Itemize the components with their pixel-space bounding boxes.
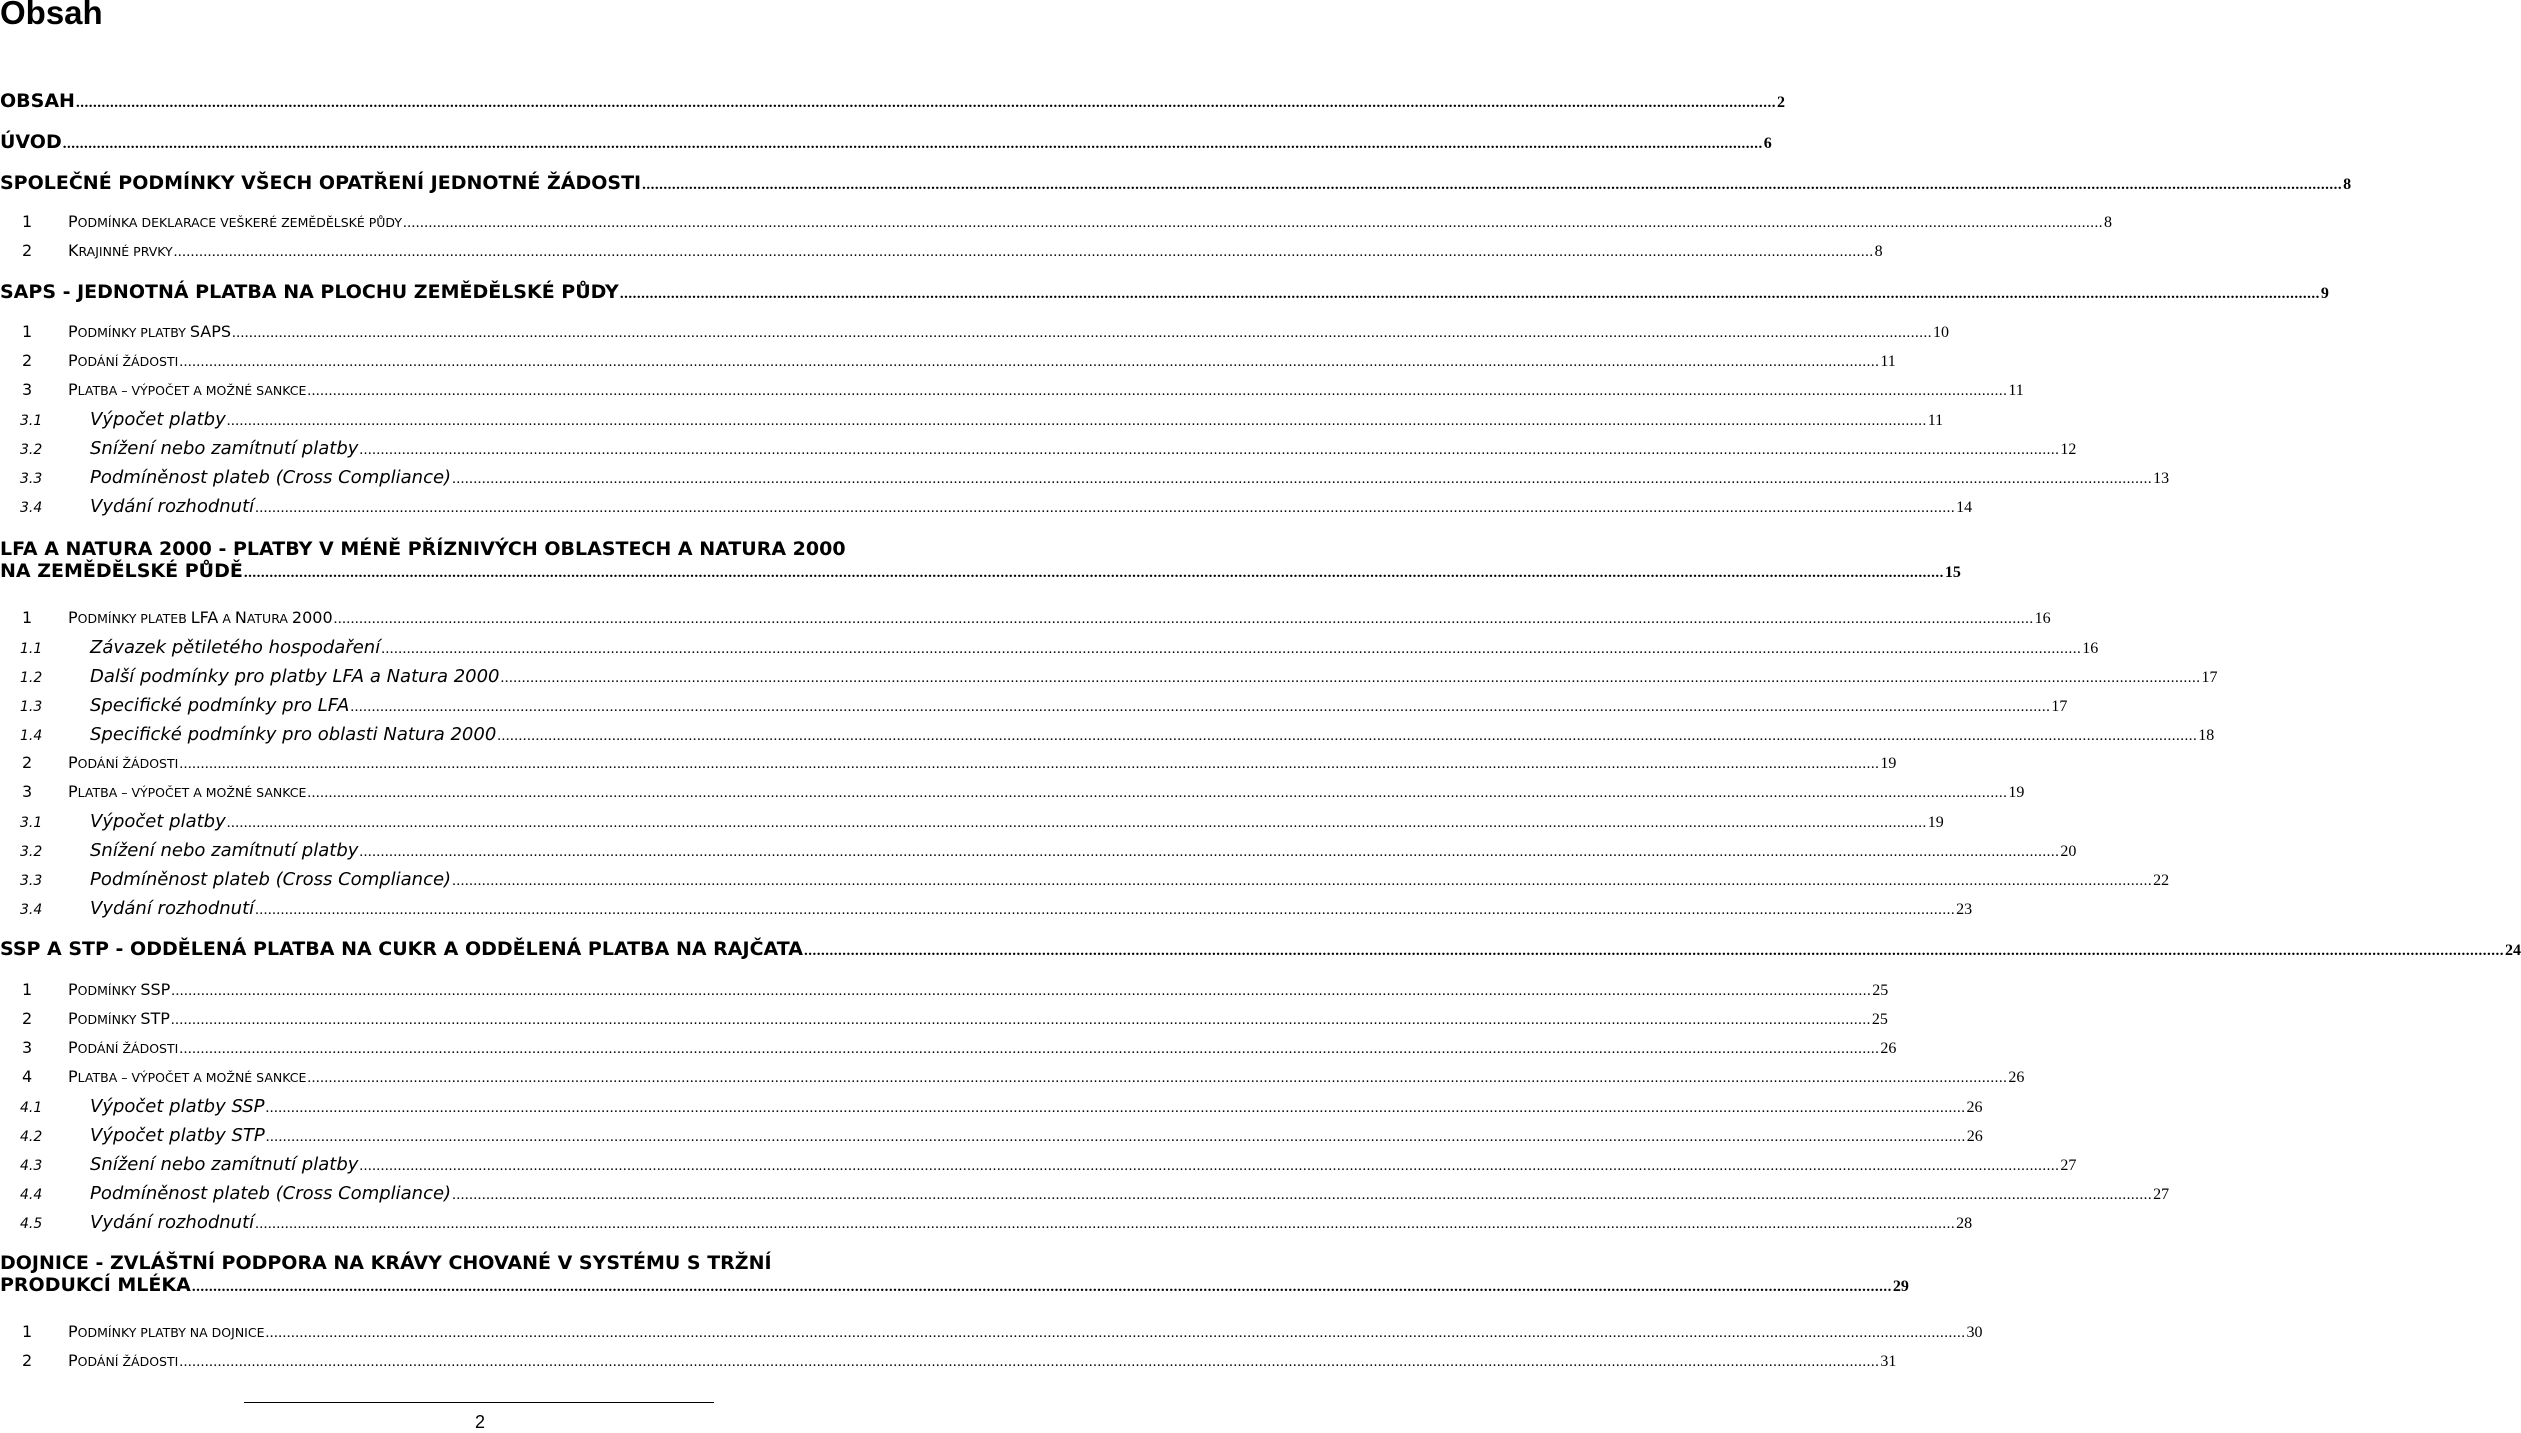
toc-page-number: 9 bbox=[2320, 285, 2329, 302]
toc-entry-number: 4.5 bbox=[20, 1216, 43, 1232]
toc-entry-number: 3.1 bbox=[20, 413, 43, 429]
toc-page-number: 19 bbox=[1880, 755, 1897, 772]
toc-entry-number: 3 bbox=[22, 380, 33, 399]
toc-entry-text: Podmíněnost plateb (Cross Compliance) bbox=[90, 1183, 452, 1204]
toc-entry-dojnice[interactable] bbox=[0, 1252, 1909, 1296]
toc-entry-text-part: P bbox=[68, 322, 78, 341]
toc-entry-text-line2: NA ZEMĚDĚLSKÉ PŮDĚ bbox=[0, 560, 243, 582]
toc-entry-text-part: RAJINNÉ PRVKY bbox=[78, 244, 173, 259]
toc-entry-text-part: P bbox=[68, 1038, 78, 1057]
toc-entry-text-part: P bbox=[68, 782, 78, 801]
toc-entry[interactable] bbox=[0, 811, 1944, 832]
toc-entry-text-part: P bbox=[68, 351, 78, 370]
toc-page-number: 26 bbox=[1966, 1128, 1983, 1145]
toc-entry-number: 2 bbox=[22, 1351, 33, 1370]
toc-entry-number: 4.1 bbox=[20, 1100, 43, 1116]
toc-page-number: 27 bbox=[2060, 1157, 2077, 1174]
toc-entry-text: Snížení nebo zamítnutí platby bbox=[90, 1154, 359, 1175]
toc-page-number: 8 bbox=[2343, 176, 2352, 193]
toc-entry-text-part: ODMÍNKA DEKLARACE VEŠKERÉ ZEMĚDĚLSKÉ PŮDY bbox=[77, 215, 403, 230]
toc-entry[interactable] bbox=[0, 1038, 1897, 1058]
toc-page-number: 17 bbox=[2051, 698, 2068, 715]
toc-page-number: 14 bbox=[1956, 499, 1973, 516]
toc-entry[interactable] bbox=[0, 1096, 1983, 1117]
toc-entry-text-part: P bbox=[68, 380, 78, 399]
toc-entry-text bbox=[68, 351, 178, 370]
toc-leader-dots: ................................................................................................................................................................................................................................................................................................................................................................................................................ bbox=[452, 1187, 2153, 1203]
toc-page-number: 31 bbox=[1880, 1353, 1897, 1370]
footer-rule-left bbox=[244, 1402, 374, 1403]
toc-page-number: 28 bbox=[1956, 1215, 1973, 1232]
toc-entry[interactable] bbox=[0, 869, 2170, 890]
toc-page-number: 20 bbox=[2060, 843, 2077, 860]
toc-entry[interactable] bbox=[0, 322, 1950, 342]
toc-leader-dots: ................................................................................................................................................................................................................................................................................................................................................................................................................ bbox=[179, 1354, 1880, 1370]
toc-leader-dots: ................................................................................................................................................................................................................................................................................................................................................................................................................ bbox=[179, 354, 1880, 370]
toc-entry[interactable] bbox=[0, 438, 2077, 459]
toc-entry[interactable] bbox=[0, 496, 1973, 517]
toc-leader-dots: ................................................................................................................................................................................................................................................................................................................................................................................................................ bbox=[619, 286, 2320, 302]
toc-entry-text-part: P bbox=[68, 1322, 78, 1341]
toc-leader-dots: ................................................................................................................................................................................................................................................................................................................................................................................................................ bbox=[62, 136, 1763, 152]
toc-page-number: 15 bbox=[1944, 564, 1961, 581]
toc-entry-number: 4 bbox=[22, 1067, 33, 1086]
toc-entry-text-line2: PRODUKCÍ MLÉKA bbox=[0, 1274, 191, 1296]
toc-entry-text-part: ODMÍNKY PLATEB bbox=[77, 611, 191, 626]
toc-page-number: 23 bbox=[1956, 901, 1973, 918]
toc-entry-text-part: 2000 bbox=[291, 608, 333, 627]
toc-entry-number: 1.2 bbox=[20, 670, 43, 686]
toc-entry-number: 1 bbox=[22, 1322, 33, 1341]
toc-entry-text bbox=[68, 1038, 178, 1057]
toc-entry[interactable] bbox=[0, 281, 2329, 303]
toc-entry[interactable] bbox=[0, 409, 1944, 430]
toc-leader-dots: ................................................................................................................................................................................................................................................................................................................................................................................................................ bbox=[403, 215, 2104, 231]
toc-entry-text: OBSAH bbox=[0, 90, 75, 112]
toc-entry-text: ÚVOD bbox=[0, 131, 62, 153]
toc-entry-text: Výpočet platby SSP bbox=[90, 1096, 265, 1117]
toc-entry-number: 3.2 bbox=[20, 442, 43, 458]
toc-leader-dots: ................................................................................................................................................................................................................................................................................................................................................................................................................ bbox=[497, 728, 2198, 744]
toc-leader-dots: ................................................................................................................................................................................................................................................................................................................................................................................................................ bbox=[452, 873, 2153, 889]
toc-page-number: 8 bbox=[1874, 243, 1883, 260]
toc-entry[interactable] bbox=[0, 695, 2068, 716]
toc-entry-text bbox=[68, 1322, 265, 1341]
toc-page-number: 26 bbox=[1966, 1099, 1983, 1116]
toc-entry-number: 2 bbox=[22, 241, 33, 260]
toc-page-number: 30 bbox=[1966, 1324, 1983, 1341]
toc-entry-text-part: P bbox=[68, 212, 78, 231]
toc-page-number: 13 bbox=[2153, 470, 2170, 487]
toc-entry-text-part: P bbox=[68, 608, 78, 627]
toc-leader-dots: ................................................................................................................................................................................................................................................................................................................................................................................................................ bbox=[170, 1012, 1871, 1028]
toc-entry-text: SSP A STP - ODDĚLENÁ PLATBA NA CUKR A ODDĚLENÁ PLATBA NA RAJČATA bbox=[0, 938, 803, 960]
toc-page-number: 2 bbox=[1776, 94, 1785, 111]
toc-page-number: 24 bbox=[2504, 942, 2521, 959]
toc-entry-text-part: STP bbox=[140, 1009, 170, 1028]
toc-entry-number: 3.4 bbox=[20, 500, 43, 516]
toc-entry[interactable] bbox=[0, 90, 1785, 112]
toc-entry-number: 4.3 bbox=[20, 1158, 43, 1174]
toc-entry-number: 1.3 bbox=[20, 699, 43, 715]
toc-entry-text-part: ODÁNÍ ŽÁDOSTI bbox=[77, 756, 179, 771]
toc-entry[interactable] bbox=[0, 666, 2218, 687]
toc-entry-number: 3.1 bbox=[20, 815, 43, 831]
toc-entry[interactable] bbox=[0, 1125, 1983, 1146]
toc-entry-text bbox=[68, 212, 402, 231]
toc-leader-dots: ................................................................................................................................................................................................................................................................................................................................................................................................................ bbox=[179, 756, 1880, 772]
toc-entry[interactable] bbox=[0, 840, 2077, 861]
toc-entry[interactable] bbox=[0, 172, 2352, 194]
toc-entry-number: 1 bbox=[22, 322, 33, 341]
toc-entry-number: 2 bbox=[22, 351, 33, 370]
toc-leader-dots: ................................................................................................................................................................................................................................................................................................................................................................................................................ bbox=[307, 785, 2008, 801]
toc-entry-number: 3.2 bbox=[20, 844, 43, 860]
toc-leader-dots: ................................................................................................................................................................................................................................................................................................................................................................................................................ bbox=[452, 471, 2153, 487]
toc-entry-text bbox=[68, 380, 306, 399]
toc-entry-text bbox=[68, 1351, 178, 1370]
toc-entry-text-part: P bbox=[68, 1009, 78, 1028]
toc-entry[interactable] bbox=[0, 608, 2051, 628]
toc-page-number: 11 bbox=[2008, 382, 2024, 399]
toc-entry[interactable] bbox=[0, 467, 2170, 488]
toc-page-number: 29 bbox=[1892, 1278, 1909, 1295]
toc-entry-number: 3.3 bbox=[20, 471, 43, 487]
toc-page-number: 25 bbox=[1872, 982, 1889, 999]
toc-entry-text: Podmíněnost plateb (Cross Compliance) bbox=[90, 869, 452, 890]
toc-leader-dots: ................................................................................................................................................................................................................................................................................................................................................................................................................ bbox=[255, 1216, 1956, 1232]
toc-leader-dots: ................................................................................................................................................................................................................................................................................................................................................................................................................ bbox=[359, 442, 2060, 458]
toc-entry-text bbox=[68, 980, 170, 999]
toc-entry-number: 2 bbox=[22, 1009, 33, 1028]
toc-entry-text-part: P bbox=[68, 1067, 78, 1086]
toc-entry[interactable] bbox=[0, 1351, 1897, 1371]
toc-page-number: 19 bbox=[2008, 784, 2025, 801]
toc-leader-dots: ................................................................................................................................................................................................................................................................................................................................................................................................................ bbox=[803, 943, 2504, 959]
toc-entry-number: 2 bbox=[22, 753, 33, 772]
toc-leader-dots: ................................................................................................................................................................................................................................................................................................................................................................................................................ bbox=[171, 983, 1872, 999]
toc-leader-dots: ................................................................................................................................................................................................................................................................................................................................................................................................................ bbox=[265, 1129, 1966, 1145]
toc-entry-number: 1 bbox=[22, 980, 33, 999]
toc-page-number: 16 bbox=[2034, 610, 2051, 627]
toc-entry-text bbox=[68, 1067, 306, 1086]
toc-entry[interactable] bbox=[0, 938, 2521, 960]
toc-entry-text: Snížení nebo zamítnutí platby bbox=[90, 438, 359, 459]
toc-entry[interactable] bbox=[0, 1183, 2170, 1204]
toc-leader-dots: ................................................................................................................................................................................................................................................................................................................................................................................................................ bbox=[381, 641, 2082, 657]
toc-entry[interactable] bbox=[0, 241, 1883, 261]
toc-entry-text-part: P bbox=[68, 753, 78, 772]
toc-entry-text-part: LATBA – VÝPOČET A MOŽNÉ SANKCE bbox=[77, 1070, 307, 1085]
toc-entry-text: Výpočet platby STP bbox=[90, 1125, 265, 1146]
toc-leader-dots: ................................................................................................................................................................................................................................................................................................................................................................................................................ bbox=[173, 244, 1874, 260]
toc-entry-text-part: N bbox=[234, 608, 247, 627]
toc-entry[interactable] bbox=[0, 898, 1973, 919]
toc-page-number: 12 bbox=[2060, 441, 2077, 458]
toc-page-number: 26 bbox=[1880, 1040, 1897, 1057]
toc-page-number: 10 bbox=[1933, 324, 1950, 341]
toc-entry-text: SPOLEČNÉ PODMÍNKY VŠECH OPATŘENÍ JEDNOTNÉ ŽÁDOSTI bbox=[0, 172, 642, 194]
toc-entry-text-part: ODMÍNKY bbox=[77, 983, 141, 998]
toc-entry-text: Specifické podmínky pro LFA bbox=[90, 695, 350, 716]
toc-leader-dots: ................................................................................................................................................................................................................................................................................................................................................................................................................ bbox=[75, 95, 1776, 111]
toc-entry[interactable] bbox=[0, 351, 1896, 371]
toc-entry[interactable] bbox=[0, 212, 2113, 232]
toc-entry-text-part: A bbox=[218, 611, 235, 626]
toc-entry-text: Podmíněnost plateb (Cross Compliance) bbox=[90, 467, 452, 488]
toc-page-number: 6 bbox=[1763, 135, 1772, 152]
toc-entry-text-part: K bbox=[68, 241, 79, 260]
toc-leader-dots: ................................................................................................................................................................................................................................................................................................................................................................................................................ bbox=[642, 177, 2343, 193]
toc-entry-line2 bbox=[0, 560, 1961, 582]
toc-entry-text: Snížení nebo zamítnutí platby bbox=[90, 840, 359, 861]
toc-entry[interactable] bbox=[0, 980, 1889, 1000]
toc-entry-text-part: ODMÍNKY bbox=[77, 1012, 141, 1027]
toc-entry[interactable] bbox=[0, 1212, 1973, 1233]
toc-entry-lfa-natura[interactable] bbox=[0, 538, 1961, 582]
toc-entry-text-part: LATBA – VÝPOČET A MOŽNÉ SANKCE bbox=[77, 383, 307, 398]
toc-entry-text bbox=[68, 1009, 170, 1028]
toc-leader-dots: ................................................................................................................................................................................................................................................................................................................................................................................................................ bbox=[350, 699, 2051, 715]
toc-entry-text-part: ODMÍNKY PLATBY bbox=[77, 325, 190, 340]
toc-entry-number: 4.2 bbox=[20, 1129, 43, 1145]
toc-page-number: 26 bbox=[2008, 1069, 2025, 1086]
toc-page-number: 27 bbox=[2153, 1186, 2170, 1203]
toc-entry-text-line1: DOJNICE - ZVLÁŠTNÍ PODPORA NA KRÁVY CHOVANÉ V SYSTÉMU S TRŽNÍ bbox=[0, 1252, 772, 1274]
toc-page-number: 16 bbox=[2082, 640, 2099, 657]
toc-entry-text-part: ATURA bbox=[246, 611, 292, 626]
toc-entry-number: 1.4 bbox=[20, 728, 43, 744]
toc-entry-text-line1: LFA A NATURA 2000 - PLATBY V MÉNĚ PŘÍZNIVÝCH OBLASTECH A NATURA 2000 bbox=[0, 538, 846, 560]
page-title: Obsah bbox=[0, 0, 103, 31]
toc-page-number: 8 bbox=[2104, 214, 2113, 231]
page-number: 2 bbox=[474, 1412, 485, 1432]
toc-leader-dots: ................................................................................................................................................................................................................................................................................................................................................................................................................ bbox=[265, 1325, 1966, 1341]
toc-entry[interactable] bbox=[0, 1009, 1888, 1029]
toc-entry-text-part: ODÁNÍ ŽÁDOSTI bbox=[77, 354, 179, 369]
toc-entry-text: Specifické podmínky pro oblasti Natura 2000 bbox=[90, 724, 497, 745]
toc-entry-text-part: ODÁNÍ ŽÁDOSTI bbox=[77, 1354, 179, 1369]
toc-page-number: 11 bbox=[1880, 353, 1896, 370]
toc-entry[interactable] bbox=[0, 782, 2025, 802]
toc-page-number: 25 bbox=[1871, 1011, 1888, 1028]
toc-entry[interactable] bbox=[0, 1154, 2077, 1175]
toc-entry-number: 4.4 bbox=[20, 1187, 43, 1203]
toc-entry-number: 3.3 bbox=[20, 873, 43, 889]
toc-entry-text: Výpočet platby bbox=[90, 811, 226, 832]
toc-entry[interactable] bbox=[0, 1067, 2025, 1087]
toc-entry-text bbox=[68, 753, 178, 772]
toc-leader-dots: ................................................................................................................................................................................................................................................................................................................................................................................................................ bbox=[307, 1070, 2008, 1086]
toc-entry-text bbox=[68, 241, 173, 260]
toc-entry-text-part: P bbox=[68, 980, 78, 999]
toc-page-number: 11 bbox=[1927, 412, 1944, 429]
toc-leader-dots: ................................................................................................................................................................................................................................................................................................................................................................................................................ bbox=[255, 902, 1956, 918]
toc-leader-dots: ................................................................................................................................................................................................................................................................................................................................................................................................................ bbox=[255, 500, 1956, 516]
toc-entry-text-part: P bbox=[68, 1351, 78, 1370]
toc-entry-text: SAPS - JEDNOTNÁ PLATBA NA PLOCHU ZEMĚDĚLSKÉ PŮDY bbox=[0, 281, 619, 303]
toc-leader-dots: ................................................................................................................................................................................................................................................................................................................................................................................................................ bbox=[232, 325, 1933, 341]
toc-leader-dots: ................................................................................................................................................................................................................................................................................................................................................................................................................ bbox=[307, 383, 2008, 399]
toc-page-number: 19 bbox=[1927, 814, 1944, 831]
toc-leader-dots: ................................................................................................................................................................................................................................................................................................................................................................................................................ bbox=[333, 611, 2034, 627]
toc-entry-number: 3 bbox=[22, 782, 33, 801]
toc-entry-number: 3 bbox=[22, 1038, 33, 1057]
toc-leader-dots: ................................................................................................................................................................................................................................................................................................................................................................................................................ bbox=[243, 565, 1944, 581]
toc-entry-text: Vydání rozhodnutí bbox=[90, 898, 255, 919]
toc-leader-dots: ................................................................................................................................................................................................................................................................................................................................................................................................................ bbox=[265, 1100, 1966, 1116]
toc-leader-dots: ................................................................................................................................................................................................................................................................................................................................................................................................................ bbox=[179, 1041, 1880, 1057]
toc-leader-dots: ................................................................................................................................................................................................................................................................................................................................................................................................................ bbox=[226, 413, 1927, 429]
toc-entry-number: 1.1 bbox=[20, 641, 43, 657]
toc-entry-number: 3.4 bbox=[20, 902, 43, 918]
toc-entry-number: 1 bbox=[22, 212, 33, 231]
toc-entry[interactable] bbox=[0, 753, 1897, 773]
footer-rule-right bbox=[374, 1402, 714, 1403]
toc-entry-text: Další podmínky pro platby LFA a Natura 2000 bbox=[90, 666, 500, 687]
toc-entry[interactable] bbox=[0, 131, 1772, 153]
toc-entry-text-part: LATBA – VÝPOČET A MOŽNÉ SANKCE bbox=[77, 785, 307, 800]
toc-entry-text-part: SAPS bbox=[189, 322, 232, 341]
toc-page-number: 22 bbox=[2153, 872, 2170, 889]
toc-entry-text: Vydání rozhodnutí bbox=[90, 1212, 255, 1233]
toc-leader-dots: ................................................................................................................................................................................................................................................................................................................................................................................................................ bbox=[359, 844, 2060, 860]
toc-entry-text-part: ODMÍNKY PLATBY NA DOJNICE bbox=[77, 1325, 265, 1340]
toc-page-number: 17 bbox=[2201, 669, 2218, 686]
toc-entry-text bbox=[68, 608, 333, 627]
toc-entry-text: Závazek pětiletého hospodaření bbox=[90, 637, 381, 658]
toc-leader-dots: ................................................................................................................................................................................................................................................................................................................................................................................................................ bbox=[359, 1158, 2060, 1174]
toc-entry-text-part: ODÁNÍ ŽÁDOSTI bbox=[77, 1041, 179, 1056]
toc-entry-number: 1 bbox=[22, 608, 33, 627]
toc-entry[interactable] bbox=[0, 380, 2024, 400]
toc-leader-dots: ................................................................................................................................................................................................................................................................................................................................................................................................................ bbox=[191, 1279, 1892, 1295]
toc-leader-dots: ................................................................................................................................................................................................................................................................................................................................................................................................................ bbox=[500, 670, 2201, 686]
toc-entry-text: Výpočet platby bbox=[90, 409, 226, 430]
toc-leader-dots: ................................................................................................................................................................................................................................................................................................................................................................................................................ bbox=[226, 815, 1927, 831]
toc-entry-text: Vydání rozhodnutí bbox=[90, 496, 255, 517]
toc-entry[interactable] bbox=[0, 637, 2099, 658]
toc-page-number: 18 bbox=[2198, 727, 2215, 744]
toc-entry-text-part: LFA bbox=[190, 608, 219, 627]
toc-entry-text bbox=[68, 322, 231, 341]
toc-entry-text bbox=[68, 782, 306, 801]
toc-entry-text-part: SSP bbox=[140, 980, 171, 999]
toc-entry[interactable] bbox=[0, 724, 2215, 745]
toc-entry[interactable] bbox=[0, 1322, 1983, 1342]
toc-entry-line2 bbox=[0, 1274, 1909, 1296]
